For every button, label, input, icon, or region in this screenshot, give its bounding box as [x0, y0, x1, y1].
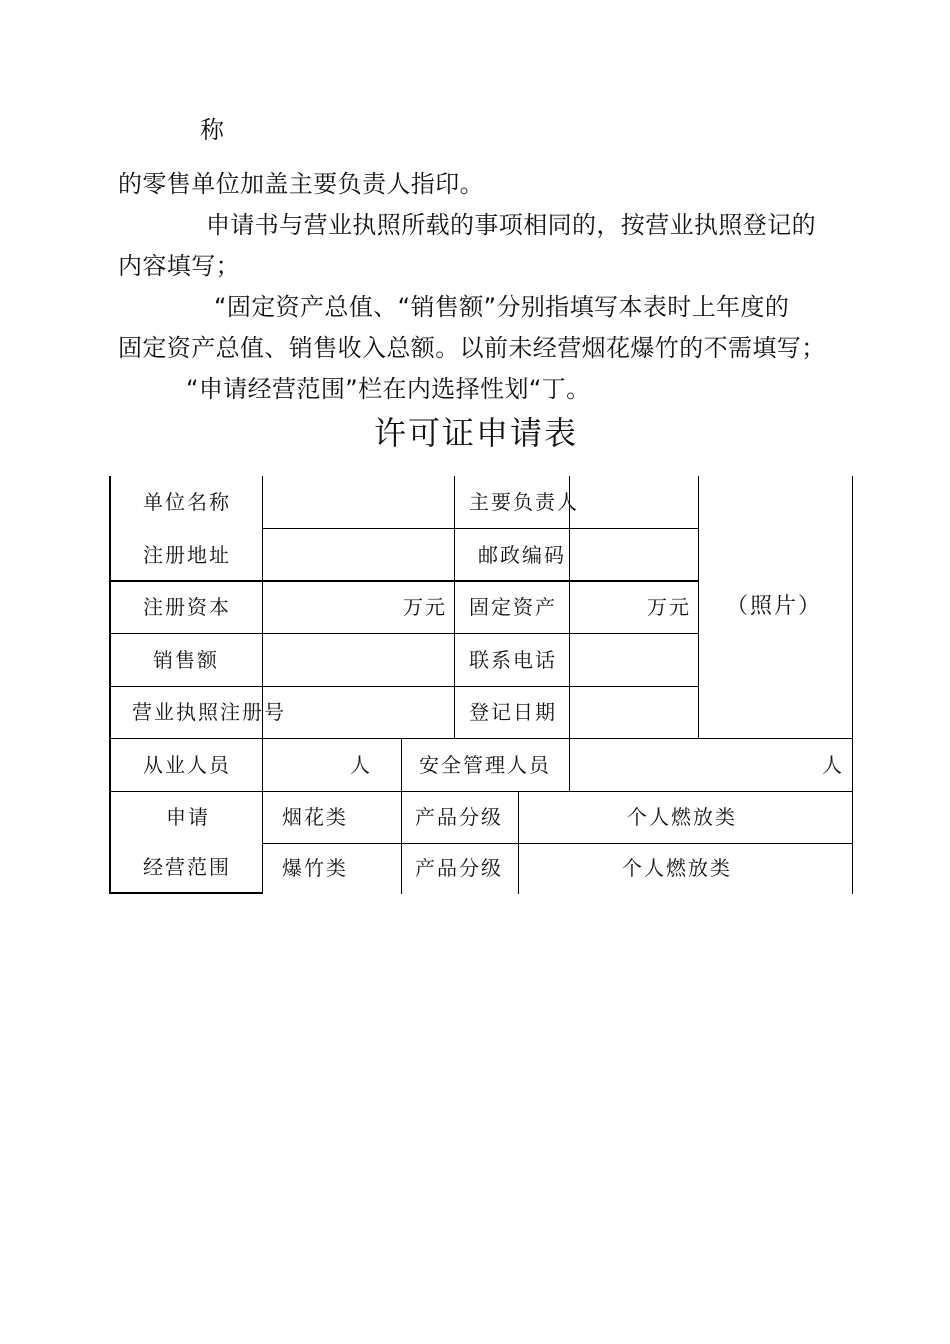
- label-phone: 联系电话: [469, 648, 557, 672]
- label-personal-firecrackers: 个人燃放类: [622, 856, 732, 880]
- label-postal-code: 邮政编码: [478, 543, 566, 567]
- label-sales: 销售额: [153, 648, 219, 672]
- label-grade-firecrackers: 产品分级: [415, 856, 503, 880]
- unit-person-safety: 人: [822, 753, 844, 777]
- label-grade-fireworks: 产品分级: [415, 805, 503, 829]
- label-fireworks: 烟花类: [282, 805, 348, 829]
- unit-person-staff: 人: [350, 753, 372, 777]
- label-reg-address: 注册地址: [143, 543, 231, 567]
- label-license-no: 营业执照注册号: [132, 700, 286, 724]
- unit-wanyuan-capital: 万元: [403, 595, 447, 619]
- photo-placeholder: （照片）: [726, 594, 823, 619]
- note-line-1: 的零售单位加盖主要负责人指印。: [118, 170, 484, 198]
- label-principal: 主要负责人: [469, 490, 579, 514]
- note-line-3a: “固定资产总值、“销售额”分别指填写本表时上年度的: [214, 293, 790, 321]
- label-reg-capital: 注册资本: [143, 595, 231, 619]
- note-line-2b: 内容填写；: [118, 252, 240, 280]
- note-line-2a: 申请书与营业执照所载的事项相同的，按营业执照登记的: [206, 211, 816, 239]
- unit-wanyuan-assets: 万元: [647, 595, 691, 619]
- note-line-3b: 固定资产总值、销售收入总额。以前未经营烟花爆竹的不需填写；: [118, 334, 826, 362]
- label-scope-2: 经营范围: [143, 855, 231, 879]
- label-firecrackers: 爆竹类: [282, 856, 348, 880]
- label-safety-staff: 安全管理人员: [419, 753, 551, 777]
- label-scope-1: 申请: [166, 805, 210, 829]
- label-reg-date: 登记日期: [469, 700, 557, 724]
- label-staff: 从业人员: [143, 753, 231, 777]
- label-unit-name: 单位名称: [143, 490, 231, 514]
- label-fixed-assets: 固定资产: [469, 595, 557, 619]
- text-fragment: 称: [200, 116, 225, 144]
- note-line-4: “申请经营范围”栏在内选择性划“丁。: [186, 375, 591, 403]
- form-title: 许可证申请表: [374, 414, 579, 452]
- label-personal-fireworks: 个人燃放类: [627, 805, 737, 829]
